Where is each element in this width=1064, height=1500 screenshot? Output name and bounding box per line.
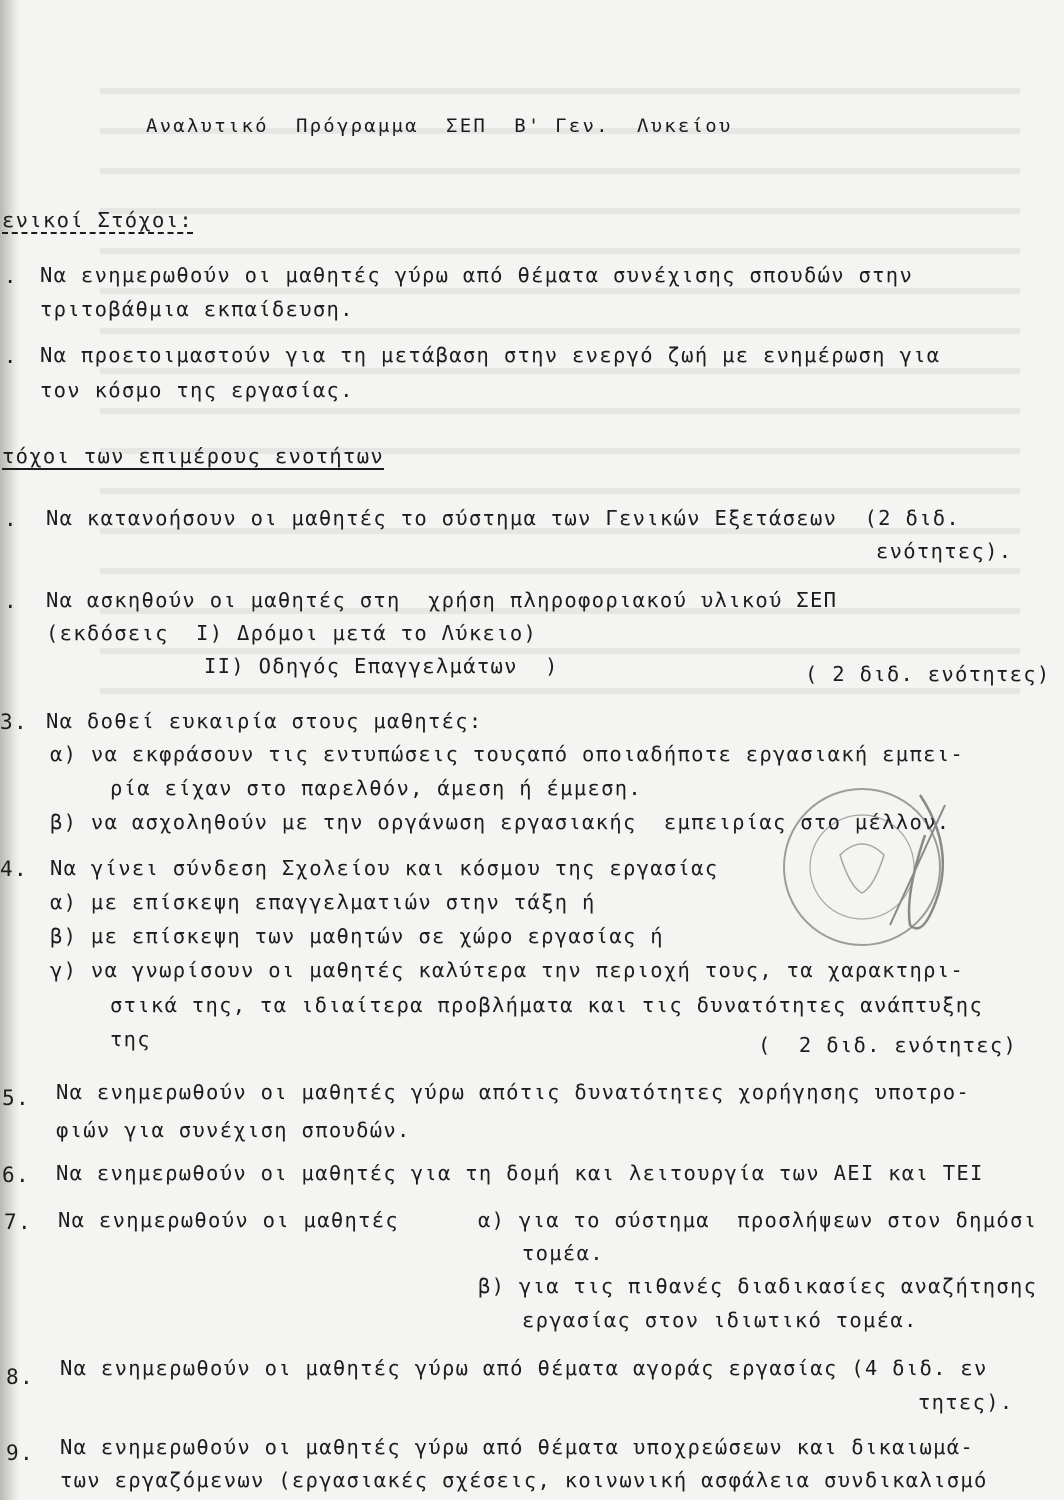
official-stamp-icon bbox=[770, 775, 950, 955]
unit-goal-8-marker: 8. bbox=[6, 1365, 34, 1389]
unit-goal-4-a: α) με επίσκεψη επαγγελματιών στην τάξη ή bbox=[50, 890, 596, 914]
unit-goal-8-line-2: τητες). bbox=[918, 1390, 1014, 1414]
general-goals-heading: ενικοί Στόχοι: bbox=[2, 208, 193, 232]
unit-goal-5-marker: 5. bbox=[2, 1086, 30, 1110]
unit-goal-7-marker: 7. bbox=[4, 1210, 32, 1234]
unit-goal-4-c-line-1: γ) να γνωρίσουν οι μαθητές καλύτερα την περιοχή τους, τα χαρακτηρι- bbox=[50, 958, 965, 982]
unit-goal-4-line: Να γίνει σύνδεση Σχολείου και κόσμου της εργασίας bbox=[50, 856, 719, 880]
unit-goal-1-line: Να κατανοήσουν οι μαθητές το σύστημα των Γενικών Εξετάσεων (2 διδ. bbox=[46, 506, 961, 530]
unit-goal-3-a-line-1: α) να εκφράσουν τις εντυπώσεις τουςαπό οποιαδήποτε εργασιακή εμπει- bbox=[50, 742, 965, 766]
unit-goals-heading: τόχοι των επιμέρους ενοτήτων bbox=[2, 444, 384, 468]
unit-goal-2-sub-2: ΙΙ) Οδηγός Επαγγελμάτων ) bbox=[204, 654, 559, 678]
general-goal-1-line-1: Να ενημερωθούν οι μαθητές γύρω από θέματα συνέχισης σπουδών στην bbox=[40, 263, 914, 287]
unit-goal-5-line-1: Να ενημερωθούν οι μαθητές γύρω απότις δυνατότητες χορήγησης υποτρο- bbox=[56, 1080, 971, 1104]
unit-goal-9-line-1: Να ενημερωθούν οι μαθητές γύρω από θέματα υποχρεώσεων και δικαιωμά- bbox=[60, 1435, 975, 1459]
unit-goal-9-line-2: των εργαζόμενων (εργασιακές σχέσεις, κοινωνική ασφάλεια συνδικαλισμό bbox=[60, 1468, 988, 1492]
general-goal-2-marker: . bbox=[4, 344, 18, 368]
unit-goal-9-marker: 9. bbox=[6, 1441, 34, 1465]
general-goal-1-line-2: τριτοβάθμια εκπαίδευση. bbox=[40, 297, 354, 321]
unit-goal-6-marker: 6. bbox=[2, 1163, 30, 1187]
unit-goal-2-line: Να ασκηθούν οι μαθητές στη χρήση πληροφοριακού υλικού ΣΕΠ bbox=[46, 588, 838, 612]
unit-goal-3-b: β) να ασχοληθούν με την οργάνωση εργασιακής εμπειρίας στο μέλλον. bbox=[50, 810, 951, 834]
unit-goal-6-line-1: Να ενημερωθούν οι μαθητές για τη δομή και λειτουργία των ΑΕΙ και ΤΕΙ bbox=[56, 1161, 984, 1185]
unit-goal-7-b-line-1: β) για τις πιθανές διαδικασίες αναζήτησης bbox=[478, 1274, 1038, 1298]
unit-goal-4-b: β) με επίσκεψη των μαθητών σε χώρο εργασίας ή bbox=[50, 924, 664, 948]
unit-goal-2-marker: . bbox=[4, 589, 18, 613]
unit-goal-4-c-line-2: στικά της, τα ιδιαίτερα προβλήματα και τις δυνατότητες ανάπτυξης bbox=[110, 993, 984, 1017]
unit-goal-4-units: ( 2 διδ. ενότητες) bbox=[758, 1033, 1018, 1057]
general-goal-2-line-1: Να προετοιμαστούν για τη μετάβαση στην ενεργό ζωή με ενημέρωση για bbox=[40, 343, 941, 367]
unit-goal-4-c-line-3: της bbox=[110, 1027, 151, 1051]
unit-goal-3-line: Να δοθεί ευκαιρία στους μαθητές: bbox=[46, 709, 483, 733]
unit-goal-8-line-1: Να ενημερωθούν οι μαθητές γύρω από θέματα αγοράς εργασίας (4 διδ. εν bbox=[60, 1356, 988, 1380]
unit-goal-1-units: ενότητες). bbox=[876, 539, 1013, 563]
unit-goal-7-a-line-2: τομέα. bbox=[522, 1241, 604, 1265]
unit-goal-4-marker: 4. bbox=[0, 857, 28, 881]
unit-goal-7-a-line-1: α) για το σύστημα προσλήψεων στον δημόσι bbox=[478, 1208, 1038, 1232]
unit-goal-2-sub-1: (εκδόσεις Ι) Δρόμοι μετά το Λύκειο) bbox=[46, 621, 538, 645]
unit-goal-7-lead: Να ενημερωθούν οι μαθητές bbox=[58, 1208, 400, 1232]
unit-goal-1-marker: . bbox=[4, 507, 18, 531]
general-goal-2-line-2: τον κόσμο της εργασίας. bbox=[40, 378, 354, 402]
unit-goal-3-marker: 3. bbox=[0, 710, 28, 734]
unit-goal-3-a-line-2: ρία είχαν στο παρελθόν, άμεση ή έμμεση. bbox=[110, 776, 643, 800]
document-title: Αναλυτικό Πρόγραμμα ΣΕΠ Β' Γεν. Λυκείου bbox=[146, 115, 733, 137]
unit-goal-2-units: ( 2 διδ. ενότητες) bbox=[805, 662, 1051, 686]
unit-goal-5-line-2: φιών για συνέχιση σπουδών. bbox=[56, 1118, 411, 1142]
unit-goal-7-b-line-2: εργασίας στον ιδιωτικό τομέα. bbox=[522, 1308, 918, 1332]
general-goal-1-marker: . bbox=[4, 264, 18, 288]
